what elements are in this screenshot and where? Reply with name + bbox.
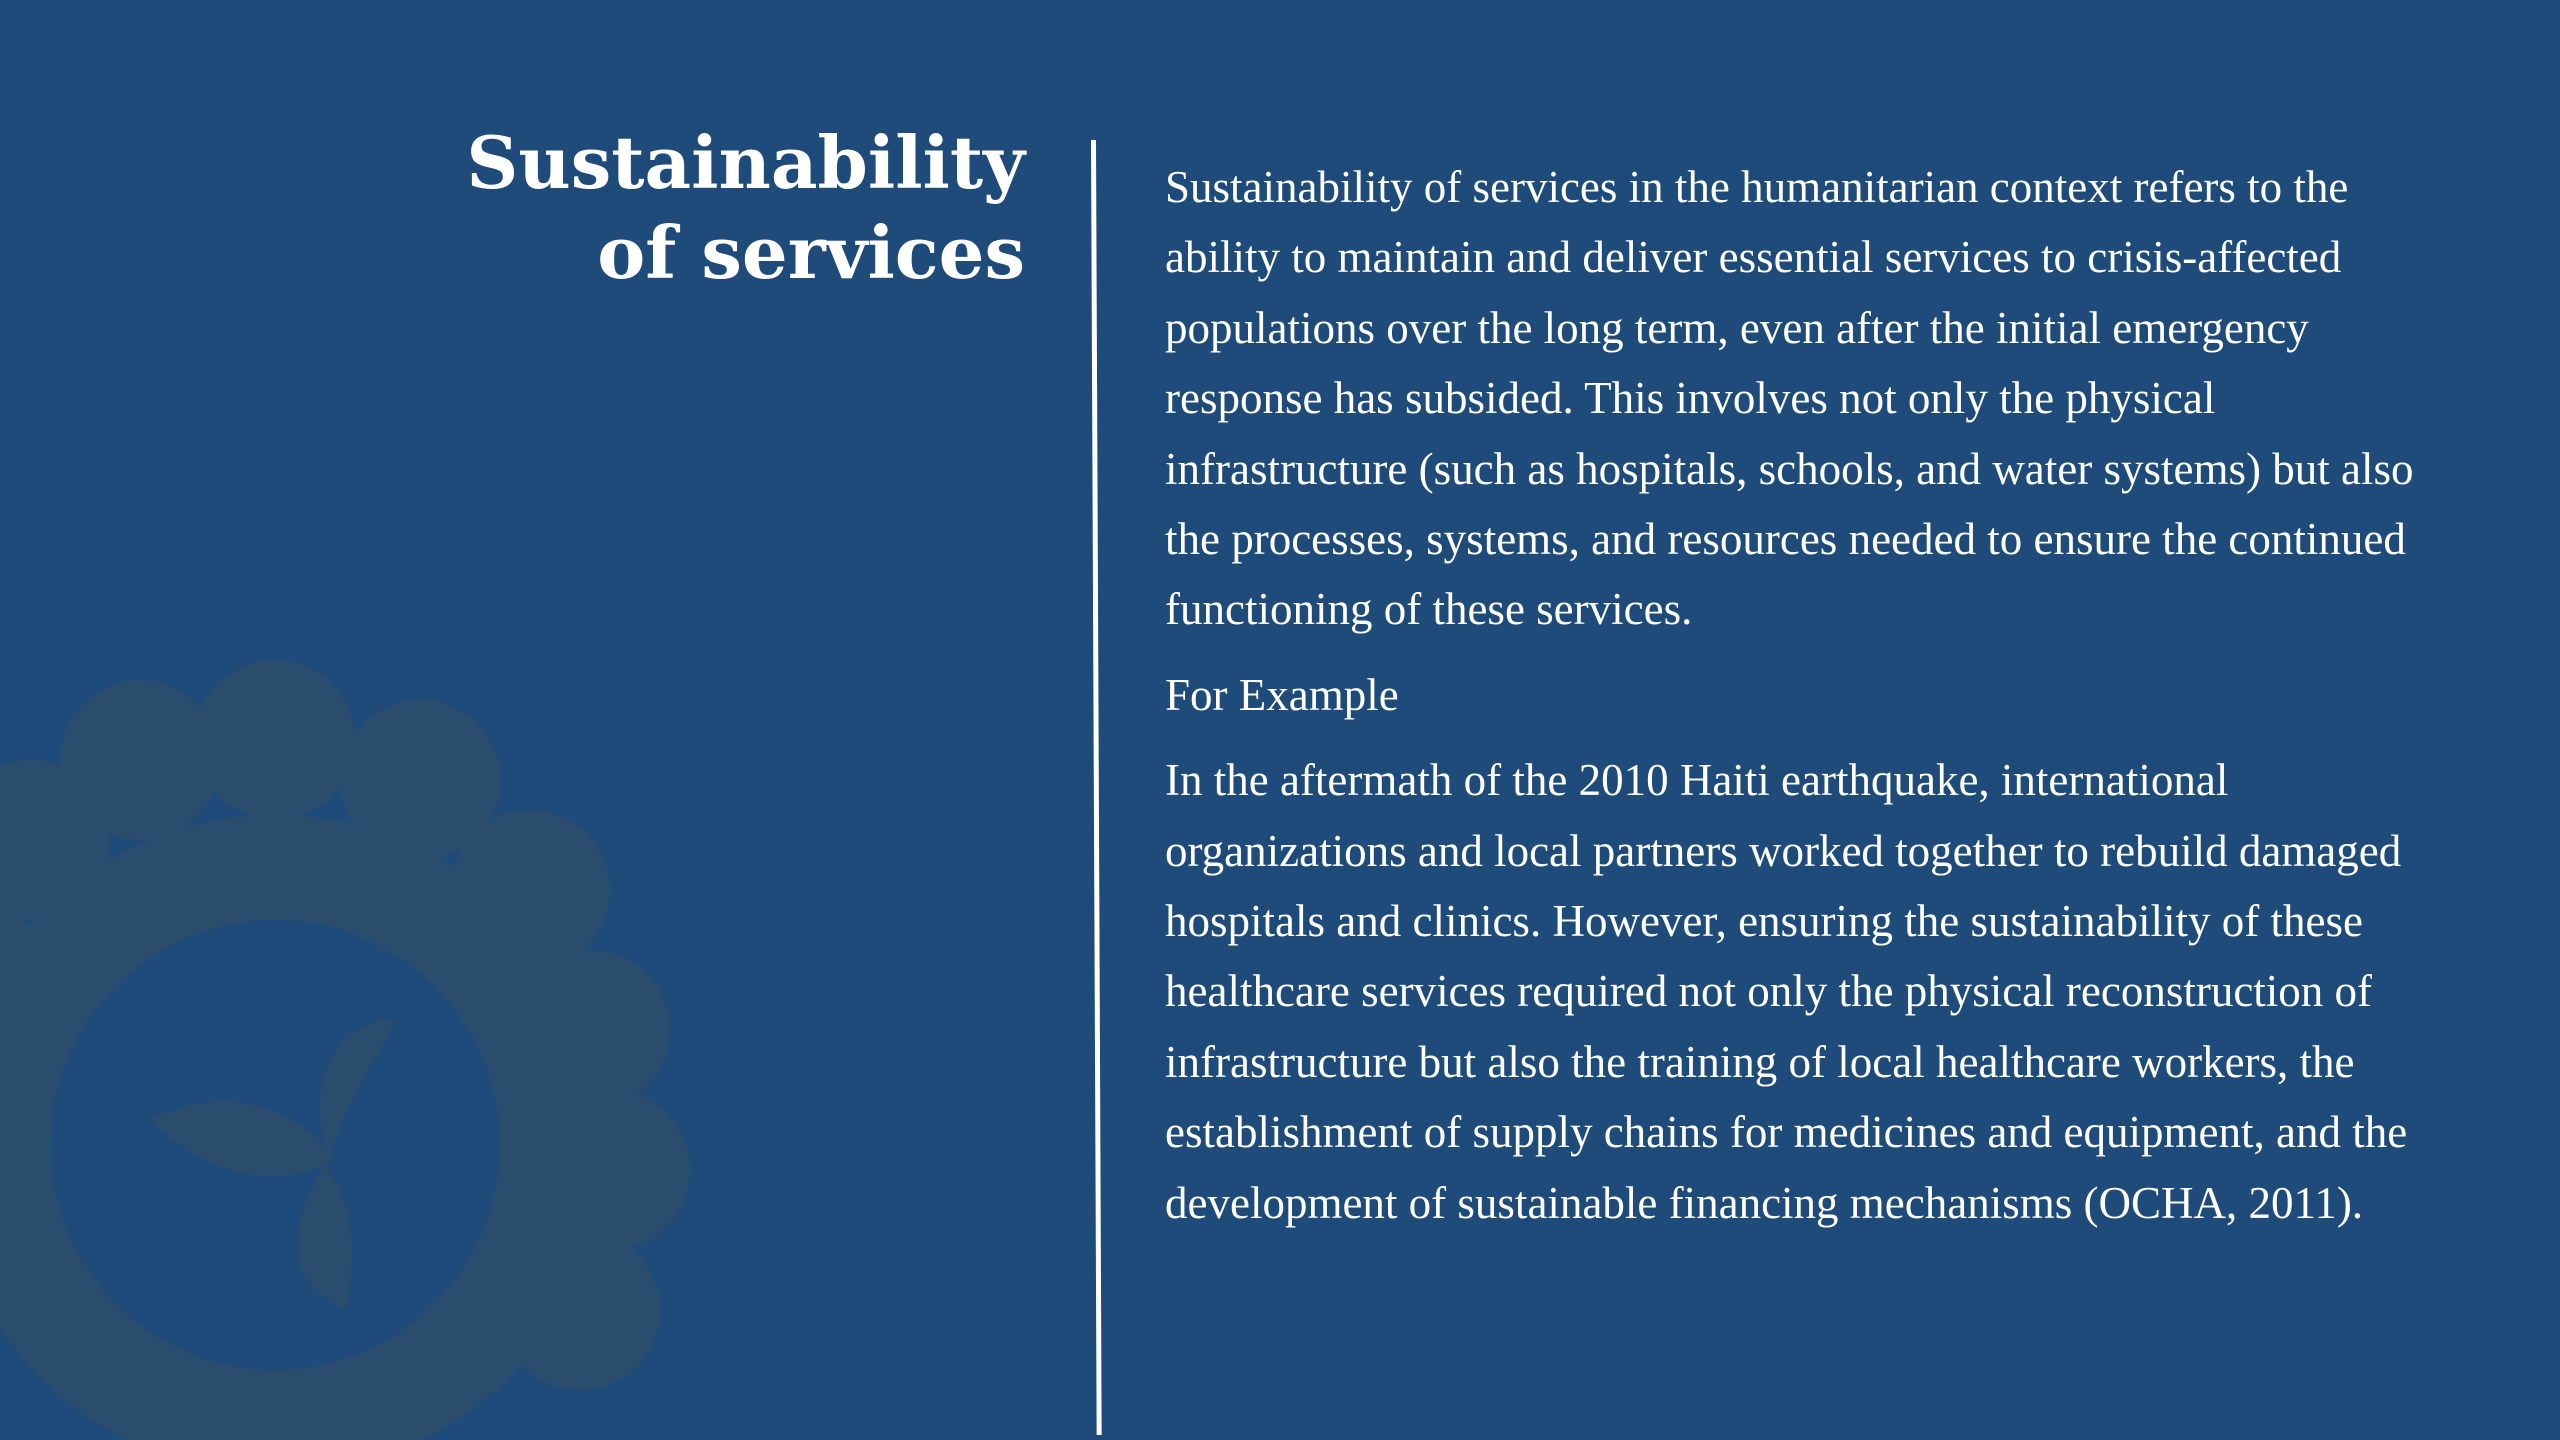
- title-line-1: Sustainability: [466, 120, 1025, 205]
- vertical-divider: [1091, 140, 1102, 1435]
- scalloped-badge-leaf-icon: [0, 640, 780, 1440]
- example-heading: For Example: [1165, 669, 1399, 720]
- definition-paragraph: Sustainability of services in the humanitarian context refers to the ability to maintain and deliver essential services to crisis-affected populations over the long term, even after the initial emergency response has subsided. This involves not only the physical infrastructure (such as hospitals, schools, and water systems) but also the processes, systems, and resources needed to ensure the continued functioning of these services.: [1165, 162, 2414, 635]
- slide-title: [466, 118, 1025, 298]
- title-line-2: of services: [597, 210, 1025, 295]
- slide-body: [1165, 152, 2455, 1238]
- example-paragraph: In the aftermath of the 2010 Haiti earthquake, international organizations and local partners worked together to rebuild damaged hospitals and clinics. However, ensuring the sustainability of these healthcare services required not only the physical reconstruction of infrastructure but also the training of local healthcare workers, the establishment of supply chains for medicines and equipment, and the development of sustainable financing mechanisms (OCHA, 2011).: [1165, 755, 2408, 1228]
